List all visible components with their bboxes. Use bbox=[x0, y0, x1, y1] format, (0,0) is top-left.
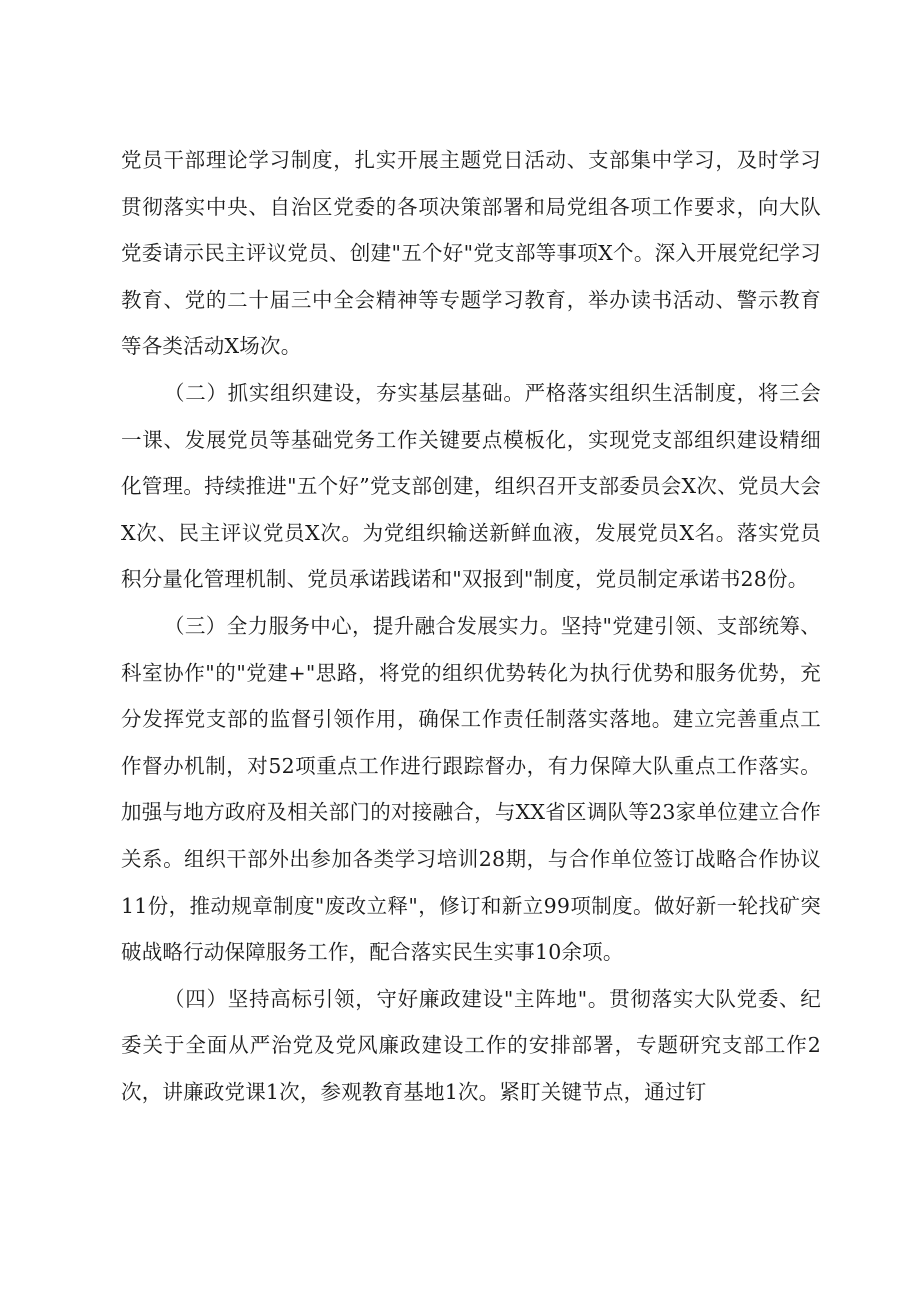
paragraph-study-system: 党员干部理论学习制度，扎实开展主题党日活动、支部集中学习，及时学习贯彻落实中央、自治区党委的各项决策部署和局党组各项工作要求，向大队党委请示民主评议党员、创建"五个好"党支部等事项X个。深入开展党纪学习教育、党的二十届三中全会精神等专题学习教育，举办读书活动、警示教育等各类活动X场次。 bbox=[121, 148, 821, 359]
paragraph-integrity-building: （四）坚持高标引领，守好廉政建设"主阵地"。贯彻落实大队党委、纪委关于全面从严治党及党风廉政建设工作的安排部署，专题研究支部工作2次，讲廉政党课1次，参观教育基地1次。紧盯关键节点，通过钉 bbox=[121, 986, 821, 1104]
paragraph-organization-building: （二）抓实组织建设，夯实基层基础。严格落实组织生活制度，将三会一课、发展党员等基础党务工作关键要点模板化，实现党支部组织建设精细化管理。持续推进"五个好”党支部创建，组织召开支部委员会X次、党员大会X次、民主评议党员X次。为党组织输送新鲜血液，发展党员X名。落实党员积分量化管理机制、党员承诺践诺和"双报到"制度，党员制定承诺书28份。 bbox=[121, 380, 821, 592]
document-body bbox=[121, 137, 821, 1115]
paragraph-service-center: （三）全力服务中心，提升融合发展实力。坚持"党建引领、支部统筹、科室协作"的"党建+"思路，将党的组织优势转化为执行优势和服务优势，充分发挥党支部的监督引领作用，确保工作责任制落实落地。建立完善重点工作督办机制，对52项重点工作进行跟踪督办，有力保障大队重点工作落实。加强与地方政府及相关部门的对接融合，与XX省区调队等23家单位建立合作关系。组织干部外出参加各类学习培训28期，与合作单位签订战略合作协议11份，推动规章制度"废改立释"，修订和新立99项制度。做好新一轮找矿突破战略行动保障服务工作，配合落实民生实事10余项。 bbox=[121, 613, 821, 965]
